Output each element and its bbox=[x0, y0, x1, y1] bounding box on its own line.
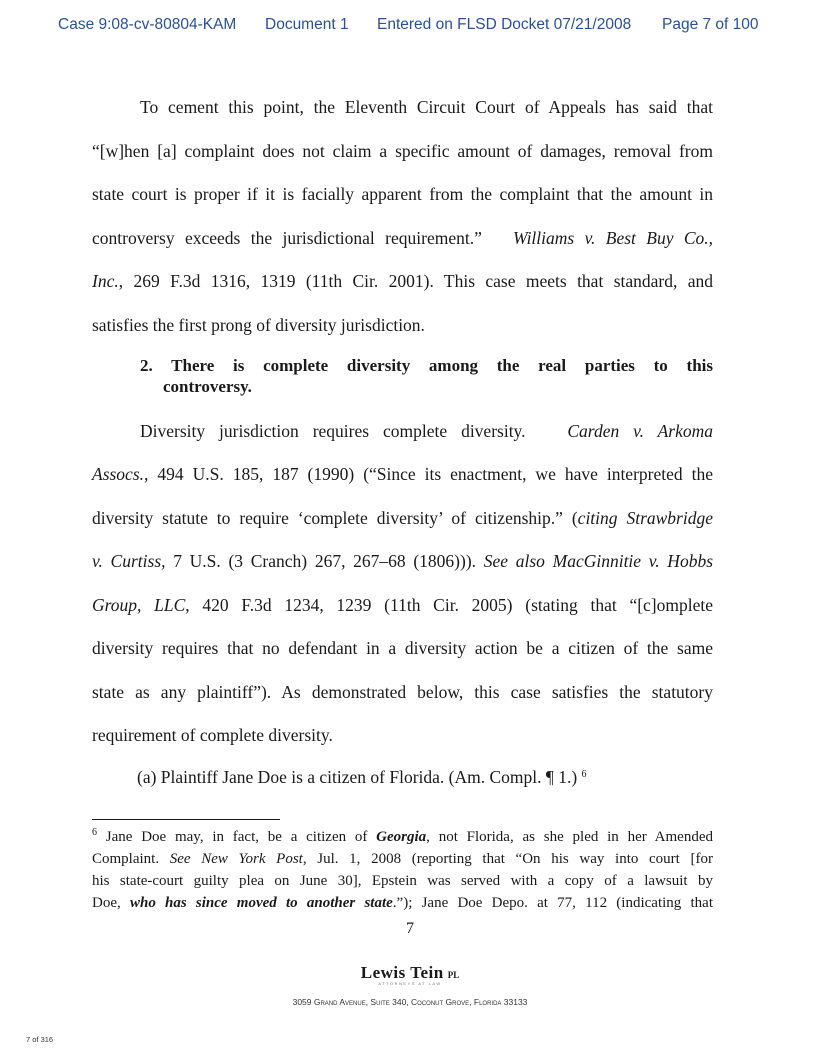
section-heading: 2. There is complete diversity among the real parties to this controversy. bbox=[140, 356, 713, 396]
firm-name: Lewis Tein bbox=[360, 963, 444, 982]
body-line: controversy exceeds the jurisdictional requirement.” Williams v. Best Buy Co., bbox=[92, 228, 714, 248]
docket-entry: Entered on FLSD Docket 07/21/2008 bbox=[377, 16, 632, 33]
firm-suffix: PL bbox=[447, 970, 460, 980]
body-line: satisfies the first prong of diversity jurisdiction. bbox=[92, 315, 425, 335]
body-line: To cement this point, the Eleventh Circuit Court of Appeals has said that bbox=[140, 97, 713, 117]
body-line: v. Curtiss, 7 U.S. (3 Cranch) 267, 267–68 (1806))). See also MacGinnitie v. Hobbs bbox=[92, 551, 714, 571]
footnote-divider bbox=[92, 819, 280, 820]
document-number: Document 1 bbox=[265, 16, 349, 33]
firm-logo bbox=[0, 963, 820, 986]
body-line: diversity statute to require ‘complete diversity’ of citizenship.” (citing Strawbridge bbox=[92, 508, 713, 528]
footnote-line: Doe, who has since moved to another state.”); Jane Doe Depo. at 77, 112 (indicating that bbox=[92, 895, 713, 911]
footnote-ref: 6 bbox=[581, 769, 587, 780]
case-number: Case 9:08-cv-80804-KAM bbox=[58, 16, 237, 33]
footer-page-count: 7 of 316 bbox=[26, 1035, 54, 1044]
footnote-line: $^6$ Jane Doe may, in fact, be a citizen of Georgia, not Florida, as she pled in her Amended bbox=[92, 827, 713, 845]
body-line: Inc., 269 F.3d 1316, 1319 (11th Cir. 2001). This case meets that standard, and bbox=[92, 271, 713, 291]
footnote-line: Complaint. See New York Post, Jul. 1, 2008 (reporting that “On his way into court [for bbox=[92, 851, 713, 867]
body-line: Group, LLC, 420 F.3d 1234, 1239 (11th Cir. 2005) (stating that “[c]omplete bbox=[92, 595, 714, 615]
body-line: requirement of complete diversity. bbox=[92, 725, 333, 745]
header-page: Page 7 of 100 bbox=[662, 16, 759, 33]
body-line: Assocs., 494 U.S. 185, 187 (1990) (“Since its enactment, we have interpreted the bbox=[92, 464, 713, 484]
body-line: state court is proper if it is facially apparent from the complaint that the amount in bbox=[92, 184, 713, 204]
page-number: 7 bbox=[406, 920, 414, 937]
body-line: Diversity jurisdiction requires complete diversity. Carden v. Arkoma bbox=[140, 421, 714, 441]
body-line: “[w]hen [a] complaint does not claim a specific amount of damages, removal from bbox=[92, 141, 713, 161]
footnote-line: his state-court guilty plea on June 30], Epstein was served with a copy of a lawsuit by bbox=[92, 873, 713, 889]
body-line: diversity requires that no defendant in a diversity action be a citizen of the same bbox=[92, 638, 713, 658]
firm-tagline: ATTORNEYS AT LAW bbox=[378, 981, 442, 986]
body-line: state as any plaintiff”). As demonstrated below, this case satisfies the statutory bbox=[92, 682, 713, 702]
firm-address: 3059 Grand Avenue, Suite 340, Coconut Grove, Florida 33133 bbox=[292, 997, 528, 1007]
citizenship-item: (a) Plaintiff Jane Doe is a citizen of Florida. (Am. Compl. ¶ 1.) $^6$ bbox=[137, 767, 587, 787]
